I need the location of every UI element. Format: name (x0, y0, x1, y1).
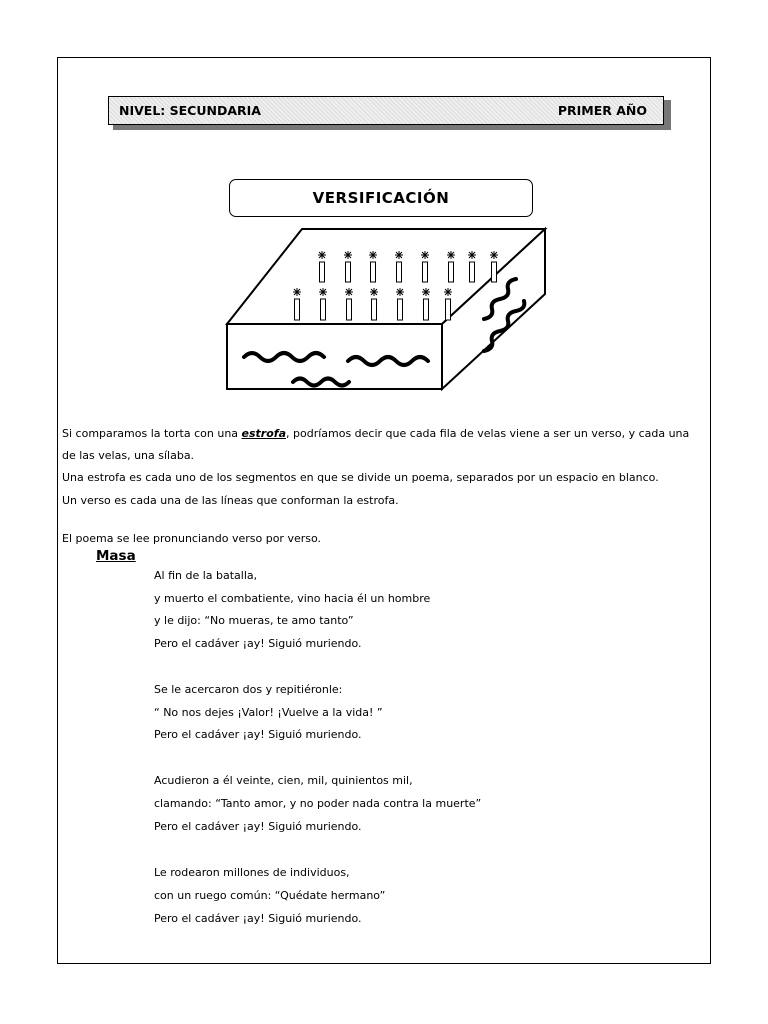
poem-line: Pero el cadáver ¡ay! Siguió muriendo. (154, 728, 362, 741)
poem-line: “ No nos dejes ¡Valor! ¡Vuelve a la vida! ” (154, 706, 383, 719)
poem-line: Se le acercaron dos y repitiéronle: (154, 683, 343, 696)
term-estrofa: estrofa (241, 427, 286, 440)
level-label: NIVEL: SECUNDARIA (119, 103, 261, 118)
poem-line: Acudieron a él veinte, cien, mil, quinientos mil, (154, 774, 413, 787)
page-title: VERSIFICACIÓN (312, 189, 450, 207)
poem-line: Pero el cadáver ¡ay! Siguió muriendo. (154, 637, 362, 650)
poem-line: con un ruego común: “Quédate hermano” (154, 889, 386, 902)
intro-paragraph-2: Una estrofa es cada uno de los segmentos en que se divide un poema, separados por un espacio en blanco. (62, 471, 659, 484)
header-banner (108, 96, 664, 125)
poem-line: y muerto el combatiente, vino hacia él un hombre (154, 592, 431, 605)
poem-line: clamando: “Tanto amor, y no poder nada contra la muerte” (154, 797, 482, 810)
poem-title: Masa (96, 548, 136, 564)
cake-with-candles-icon (222, 224, 552, 394)
poem-line: Al fin de la batalla, (154, 569, 258, 582)
poem-line: y le dijo: “No mueras, te amo tanto” (154, 614, 354, 627)
intro-paragraph-1 (62, 423, 702, 467)
poem-line: Pero el cadáver ¡ay! Siguió muriendo. (154, 912, 362, 925)
poem-line: Pero el cadáver ¡ay! Siguió muriendo. (154, 820, 362, 833)
poem-line: Le rodearon millones de individuos, (154, 866, 350, 879)
grade-label: PRIMER AÑO (557, 103, 647, 118)
title-box (229, 179, 533, 217)
intro-paragraph-4: El poema se lee pronunciando verso por verso. (62, 532, 322, 545)
intro-text: Si comparamos la torta con una (62, 427, 242, 440)
intro-text: , podríamos decir que cada fila de velas viene a ser un verso, y cada una de las velas, una sílaba. (62, 427, 690, 462)
intro-paragraph-3: Un verso es cada una de las líneas que conforman la estrofa. (62, 494, 399, 507)
